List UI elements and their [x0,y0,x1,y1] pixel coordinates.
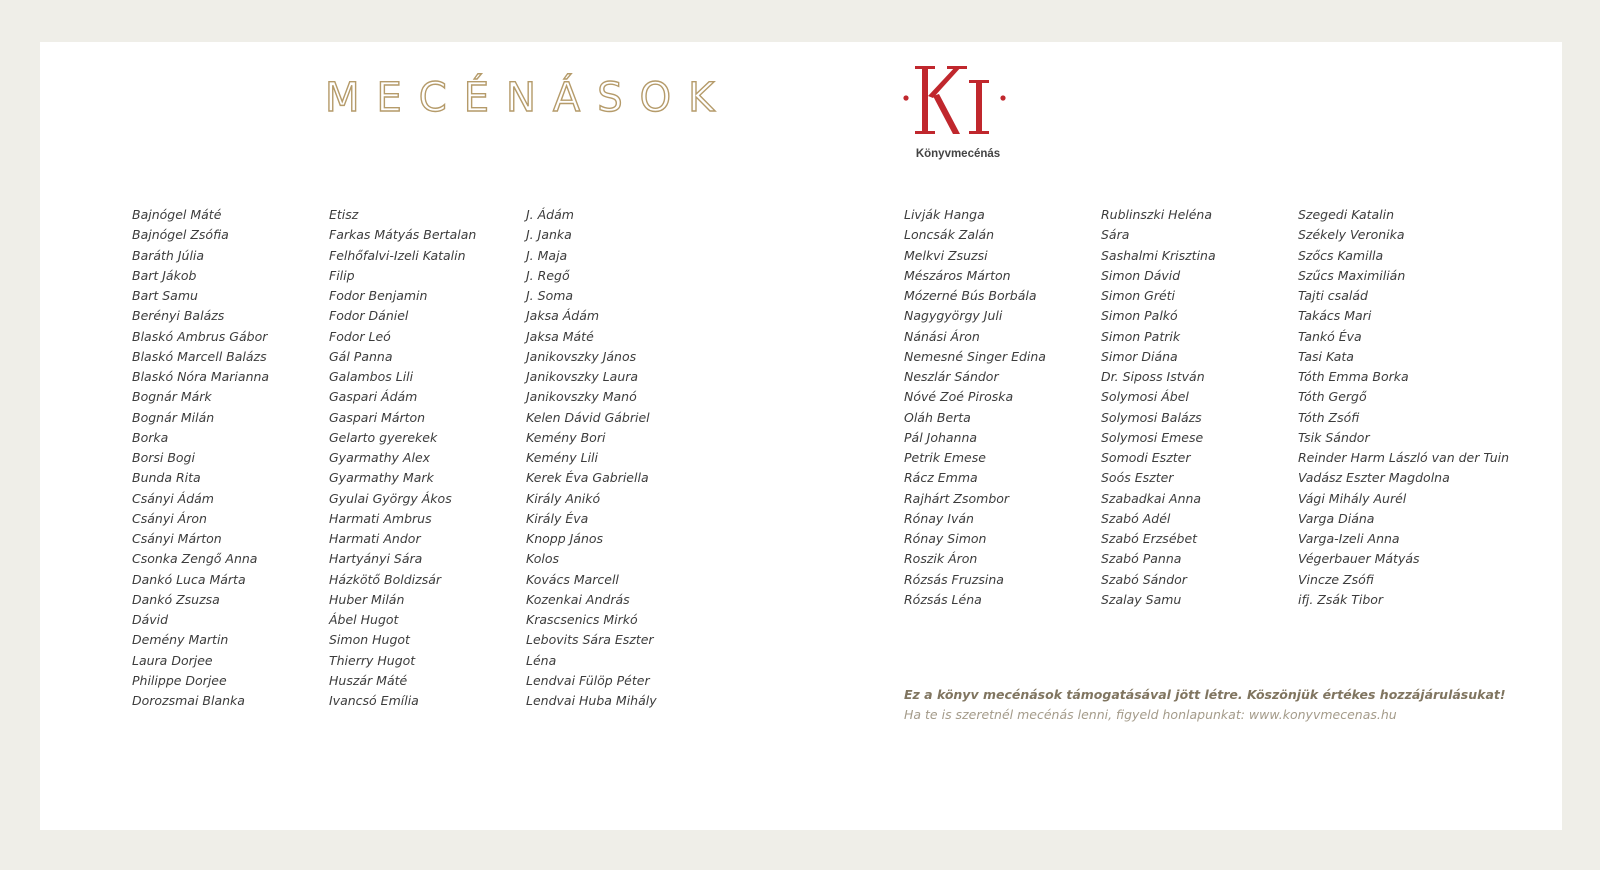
patron-name: Sára [1101,227,1130,243]
patron-name: Gál Panna [329,348,393,364]
page-title: MECÉNÁSOK [325,75,732,121]
patron-name: Gaspari Márton [329,409,426,425]
patron-name: Pál Johanna [904,429,978,445]
patron-name: Gyarmathy Mark [329,470,434,486]
patron-name: J. Ádám [526,207,574,222]
patron-name: Sashalmi Krisztina [1101,247,1216,263]
patron-name: Solymosi Balázs [1101,409,1202,425]
patron-name: Vági Mihály Aurél [1298,490,1407,506]
patron-name: Nóvé Zoé Piroska [904,389,1014,405]
patron-name: Gyulai György Ákos [329,490,452,506]
patron-name: Szabó Panna [1101,551,1182,567]
patron-name: Bognár Milán [132,409,215,425]
patron-name: Bart Samu [132,288,198,303]
patron-name: Szabó Adél [1101,510,1171,526]
patron-name: Kolos [526,551,560,567]
patron-name: Rózsás Fruzsina [904,571,1004,587]
patron-name: Ivancsó Emília [329,693,419,708]
patron-name: Tóth Zsófi [1298,409,1360,425]
patron-name: Blaskó Marcell Balázs [132,348,267,364]
patron-name: Kelen Dávid Gábriel [526,409,650,425]
patron-name: Fodor Benjamin [329,288,428,303]
invite-note: Ha te is szeretnél mecénás lenni, figyeld honlapunkat: www.konyvmecenas.hu [904,707,1397,722]
patron-name: Simon Hugot [329,632,410,648]
konyvmecenas-logo [900,58,1020,168]
patron-name: Kerek Éva Gabriella [526,470,649,486]
patron-column-4 [904,205,1046,610]
patron-name: Léna [526,652,557,668]
patron-name: Simor Diána [1101,348,1178,364]
patron-name: Bajnógel Máté [132,207,222,222]
patron-name: Rublinszki Heléna [1101,207,1213,222]
patron-name: Blaskó Ambrus Gábor [132,328,268,344]
km-monogram-icon [900,58,1020,148]
patron-name: Janikovszky János [526,348,637,364]
patron-name: Rácz Emma [904,470,978,486]
patron-name: ifj. Zsák Tibor [1298,591,1384,607]
patron-name: Petrik Emese [904,450,986,465]
patron-name: Huber Milán [329,591,405,607]
patron-name: Szűcs Maximilián [1298,267,1406,283]
patron-name: Baráth Júlia [132,247,205,263]
patron-name: Dr. Siposs István [1101,369,1205,384]
patron-name: Huszár Máté [329,672,408,688]
patron-name: Livják Hanga [904,207,985,222]
patron-name: J. Soma [526,288,574,303]
patron-name: Oláh Berta [904,409,971,425]
patron-name: Csányi Márton [132,531,222,546]
patron-name: Borsi Bogi [132,450,195,465]
patron-name: Rózsás Léna [904,591,982,607]
patron-name: Soós Eszter [1101,470,1174,486]
patron-name: Tóth Emma Borka [1298,369,1409,384]
patron-column-1 [132,205,269,711]
patron-name: Borka [132,429,169,445]
patron-name: Nagygyörgy Juli [904,308,1003,324]
patron-name: Roszik Áron [904,551,978,567]
patron-name: Szőcs Kamilla [1298,247,1384,263]
patron-name: Kemény Bori [526,429,606,445]
patron-name: Vincze Zsófi [1298,571,1374,587]
patron-name: Kemény Lili [526,450,598,465]
patron-name: Solymosi Emese [1101,429,1204,445]
patron-name: Janikovszky Laura [526,369,639,384]
patron-name: J. Regő [526,267,570,283]
patron-name: Solymosi Ábel [1101,389,1189,405]
patron-name: Dávid [132,612,169,627]
patron-name: Király Anikó [526,490,601,506]
patron-name: Laura Dorjee [132,652,213,668]
patron-name: Hartyányi Sára [329,551,423,567]
patron-name: Végerbauer Mátyás [1298,551,1420,567]
patron-name: Knopp János [526,531,604,546]
patron-name: Ábel Hugot [329,612,399,627]
patron-name: Szabadkai Anna [1101,490,1202,506]
patron-name: Székely Veronika [1298,227,1405,243]
patron-name: Bognár Márk [132,389,212,405]
patron-name: Tankó Éva [1298,328,1362,344]
patron-name: Szabó Sándor [1101,571,1187,587]
patron-name: Janikovszky Manó [526,389,637,405]
thanks-note: Ez a könyv mecénások támogatásával jött létre. Köszönjük értékes hozzájárulásukat! [904,687,1506,702]
patron-name: Somodi Eszter [1101,450,1191,465]
patron-name: Gaspari Ádám [329,389,418,405]
patron-name: Gyarmathy Alex [329,450,431,465]
patron-name: Dorozsmai Blanka [132,693,245,708]
patron-name: Szalay Samu [1101,591,1182,607]
patron-name: Farkas Mátyás Bertalan [329,227,477,243]
patron-name: Etisz [329,207,359,222]
patron-name: Fodor Dániel [329,308,409,324]
patron-name: Tasi Kata [1298,348,1354,364]
patron-name: Nánási Áron [904,328,980,344]
patron-name: Kozenkai András [526,591,630,607]
patron-name: Reinder Harm László van der Tuin [1298,450,1510,465]
patron-column-2 [329,205,476,711]
patron-name: Tajti család [1298,288,1368,303]
patron-name: Varga Diána [1298,510,1375,526]
patron-name: Thierry Hugot [329,652,416,668]
page-sheet [40,42,1562,830]
patron-name: Simon Dávid [1101,267,1181,283]
patron-column-3 [526,205,657,711]
patron-name: Rónay Iván [904,510,974,526]
patron-name: Harmati Ambrus [329,510,432,526]
patron-name: Filip [329,267,355,283]
patron-name: Lendvai Huba Mihály [526,693,657,708]
patron-name: Kovács Marcell [526,571,619,587]
patron-name: Simon Palkó [1101,308,1178,324]
patron-name: Bunda Rita [132,470,201,486]
patron-name: Szegedi Katalin [1298,207,1395,222]
patron-name: Csonka Zengő Anna [132,551,258,567]
patron-name: Csányi Áron [132,510,207,526]
patron-name: Dankó Luca Márta [132,571,246,587]
patron-name: Jaksa Ádám [526,308,600,324]
patron-name: Rónay Simon [904,531,987,546]
patron-name: Csányi Ádám [132,490,214,506]
patron-name: Loncsák Zalán [904,227,995,243]
patron-name: Krascsenics Mirkó [526,612,638,627]
patron-name: Nemesné Singer Edina [904,348,1046,364]
patron-name: Vadász Eszter Magdolna [1298,470,1450,486]
patron-name: Mészáros Márton [904,267,1011,283]
patron-name: Tóth Gergő [1298,389,1367,405]
patron-name: Tsik Sándor [1298,429,1370,445]
patron-name: Blaskó Nóra Marianna [132,369,270,384]
patron-name: J. Maja [526,247,568,263]
patron-name: Mózerné Bús Borbála [904,288,1037,303]
patron-name: Szabó Erzsébet [1101,531,1198,546]
patron-name: Varga-Izeli Anna [1298,531,1400,546]
patron-name: Harmati Andor [329,531,421,546]
patron-name: Simon Gréti [1101,288,1176,303]
patron-name: Bart Jákob [132,267,197,283]
patron-name: Demény Martin [132,632,229,648]
patron-name: Takács Mari [1298,308,1372,324]
patron-name: Melkvi Zsuzsi [904,247,988,263]
patron-name: Philippe Dorjee [132,672,227,688]
patron-name: Lebovits Sára Eszter [526,632,654,648]
patron-name: Berényi Balázs [132,308,225,324]
patron-name: Fodor Leó [329,328,391,344]
patron-name: Bajnógel Zsófia [132,227,229,243]
patron-name: Rajhárt Zsombor [904,490,1010,506]
patron-name: Neszlár Sándor [904,369,999,384]
patron-name: Simon Patrik [1101,328,1181,344]
patron-name: Lendvai Fülöp Péter [526,672,650,688]
patron-name: Jaksa Máté [526,328,594,344]
patron-name: Galambos Lili [329,369,414,384]
patron-name: Király Éva [526,510,589,526]
patron-name: Házkötő Boldizsár [329,571,442,587]
patron-name: Felhőfalvi-Izeli Katalin [329,247,466,263]
patron-column-6 [1298,205,1509,610]
patron-name: Dankó Zsuzsa [132,591,220,607]
patron-column-5 [1101,205,1216,610]
logo-caption: Könyvmecénás [915,148,1001,160]
patron-name: Gelarto gyerekek [329,429,438,445]
patron-name: J. Janka [526,227,572,243]
